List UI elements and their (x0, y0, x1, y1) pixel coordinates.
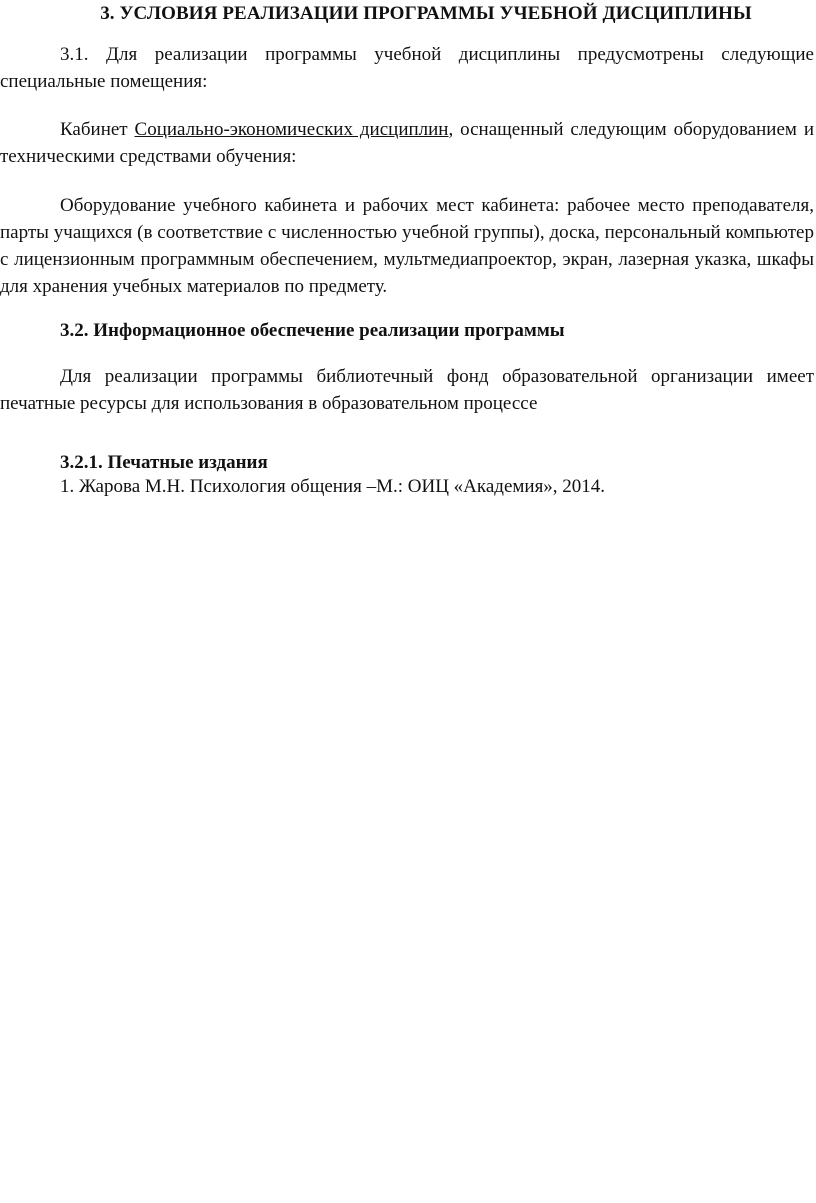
cabinet-paragraph (0, 116, 814, 170)
section-3-2-1-heading: 3.2.1. Печатные издания (60, 452, 268, 473)
cabinet-prefix: Кабинет (60, 119, 135, 140)
bibliography-item: 1. Жарова М.Н. Психология общения –М.: ОИЦ «Академия», 2014. (60, 476, 606, 497)
equipment-paragraph: Оборудование учебного кабинета и рабочих мест кабинета: рабочее место преподавателя, парты учащихся (в соответствие с численностью учебной группы), доска, персональный компьютер с лицензионным программным обеспечением, мультмедиапроектор, экран, лазерная указка, шкафы для хранения учебных материалов по предмету. (0, 195, 814, 297)
section-3-2-paragraph: Для реализации программы библиотечный фонд образовательной организации имеет печатные ресурсы для использования в образовательном процессе (0, 366, 814, 414)
section-title: 3. УСЛОВИЯ РЕАЛИЗАЦИИ ПРОГРАММЫ УЧЕБНОЙ ДИСЦИПЛИНЫ (100, 3, 752, 24)
cabinet-name: Социально-экономических дисциплин (134, 119, 449, 140)
section-3-2-heading: 3.2. Информационное обеспечение реализации программы (60, 320, 565, 341)
cabinet-suffix: , оснащенный следующим оборудованием и техническими средствами обучения: (0, 119, 814, 167)
section-3-1-paragraph: 3.1. Для реализации программы учебной дисциплины предусмотрены следующие специальные помещения: (0, 44, 814, 92)
